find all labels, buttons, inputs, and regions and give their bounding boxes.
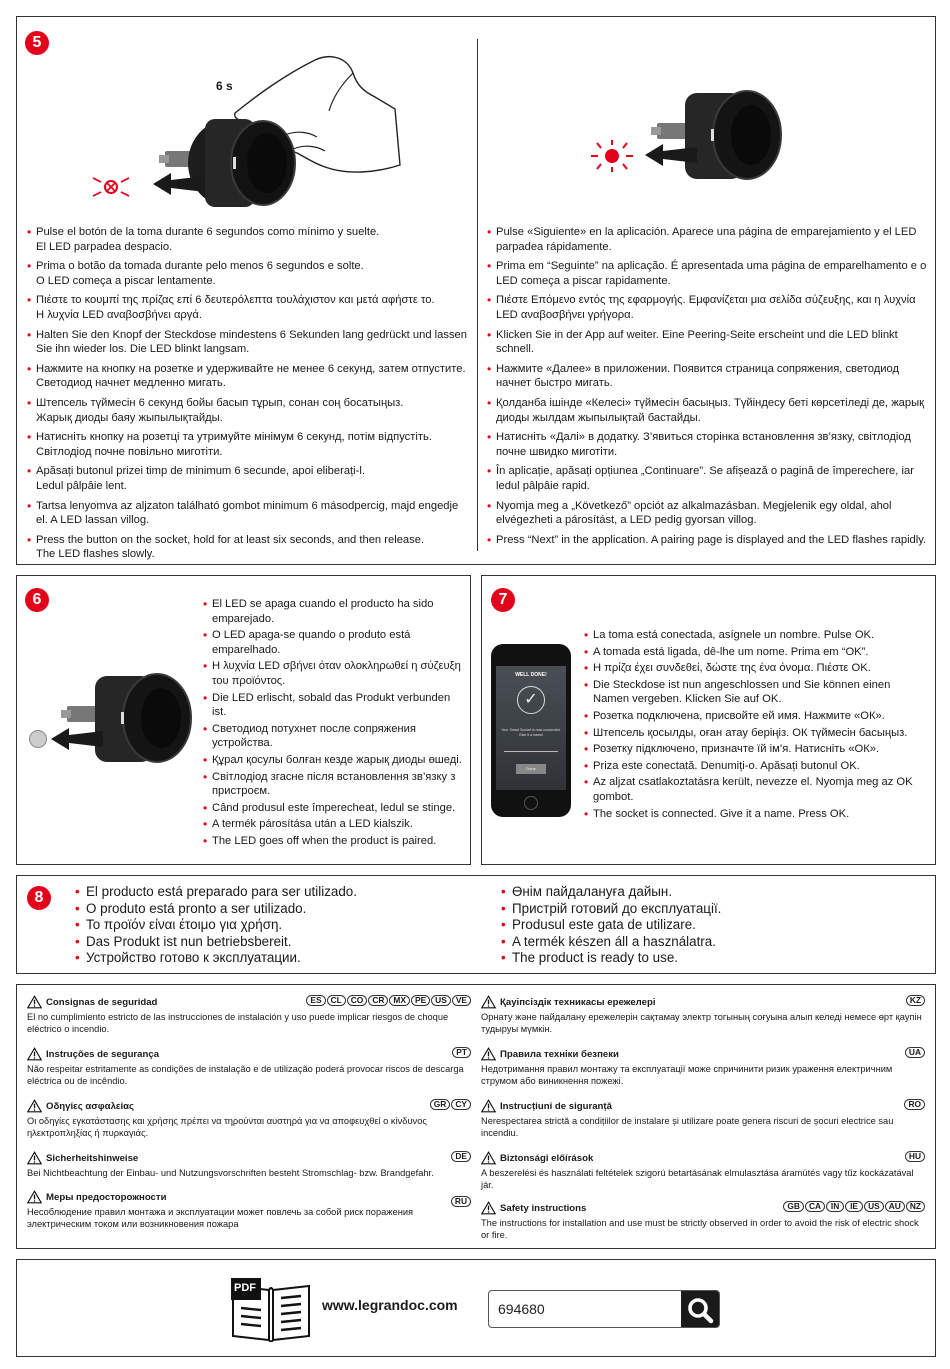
country-code: CO (347, 995, 368, 1006)
country-codes (906, 995, 925, 1006)
list-item: • Το προϊόν είναι έτοιμο για χρήση. (75, 917, 475, 934)
step5-number: 5 (25, 31, 49, 55)
document-search (488, 1290, 720, 1328)
socket-press-illustration (85, 45, 415, 215)
list-item: • Светодиод потухнет после сопряжения устройства. (203, 722, 465, 751)
list-item: • The product is ready to use. (501, 950, 901, 967)
list-item: • Apăsați butonul prizei timp de minimum 6 secunde, apoi eliberați-l. Ledul pâlpâie lent. (27, 464, 469, 493)
country-codes (905, 1047, 925, 1058)
list-item: • Құрал қосулы болған кезде жарық диоды өшеді. (203, 753, 465, 768)
safety-section-gb (481, 1201, 925, 1241)
section-title: Biztonsági előírások (500, 1152, 594, 1164)
list-item: • Нажмите на кнопку на розетке и удерживайте не менее 6 секунд, затем отпустите. Светодиод начнет медленно мигать. (27, 362, 469, 391)
section-body: Орнату және пайдалану ережелерін сақтамау электр тогының соғуына алып келеді немесе өрт қаупін тудыруы мүмкін. (481, 1012, 922, 1035)
country-codes (451, 1196, 471, 1207)
safety-section-kz (481, 995, 925, 1035)
country-code: CA (805, 1201, 825, 1212)
section-body: Bei Nichtbeachtung der Einbau- und Nutzungsvorschriften besteht Stromschlag- bzw. Brandgefahr. (27, 1168, 434, 1178)
socket-illustration-right (647, 85, 787, 185)
list-item: • Prima em “Seguinte” na aplicação. É apresentada uma página de emparelhamento e o LED começa a piscar rapidamente. (487, 259, 927, 288)
list-item: • Produsul este gata de utilizare. (501, 917, 901, 934)
step6-list (203, 597, 465, 851)
list-item: • Штепсель түймесін 6 секунд бойы басып тұрып, сонан соң босатыңыз. Жарық диоды баяу жыпылықтайды. (27, 396, 469, 425)
section-title: Instruções de segurança (46, 1048, 160, 1060)
arrow-left-icon (153, 173, 205, 195)
warning-icon (27, 1151, 42, 1165)
section-body: The instructions for installation and use must be strictly observed in order to avoid the risk of electric shock or fire. (481, 1218, 919, 1241)
section-title: Οδηγίες ασφαλείας (46, 1100, 135, 1112)
warning-icon (481, 1047, 496, 1061)
arrow-left-icon (645, 144, 697, 166)
step6-panel (16, 575, 471, 865)
country-code: DE (451, 1151, 471, 1162)
list-item: • A termék párosítása után a LED kialszik. (203, 817, 465, 832)
country-codes (452, 1047, 471, 1058)
section-body: Οι οδηγίες εγκατάστασης και χρήσης πρέπει να τηρούνται αυστηρά για να αποφευχθεί ο κίνδυνος ηλεκτροπληξίας ή πυρκαγιάς. (27, 1116, 427, 1139)
country-code: MX (389, 995, 410, 1006)
section-title: Instrucțiuni de siguranță (500, 1100, 612, 1112)
list-item: • Қолданба ішінде «Келесі» түймесін басыңыз. Түйіндесу беті көрсетіледі де, жарық диоды жылдам жыпылықтай бастайды. (487, 396, 927, 425)
safety-section-ua (481, 1047, 925, 1087)
section-body: Несоблюдение правил монтажа и эксплуатации может повлечь за собой риск поражения электрическим током или возникновения пожара (27, 1207, 414, 1230)
phone-mockup (491, 644, 571, 817)
safety-section-es (27, 995, 471, 1035)
list-item: • A termék készen áll a használatra. (501, 934, 901, 951)
led-off-icon (29, 730, 47, 748)
country-code: CR (368, 995, 388, 1006)
warning-icon (27, 1047, 42, 1061)
list-item: • Розетка подключена, присвойте ей имя. Нажмите «ОК». (584, 709, 914, 724)
warning-icon (27, 995, 42, 1009)
list-item: • Tartsa lenyomva az aljzaton található gombot minimum 6 másodpercig, majd engedje el. A LED lassan villog. (27, 499, 469, 528)
country-codes (306, 995, 471, 1006)
country-code: CL (327, 995, 346, 1006)
list-item: • Η λυχνία LED σβήνει όταν ολοκληρωθεί η σύζευξη του προϊόντος. (203, 659, 465, 688)
search-button[interactable] (681, 1291, 719, 1328)
phone-message: Your Smart Socket is now connected. Give it a name! (501, 728, 561, 737)
list-item: • The LED goes off when the product is paired. (203, 834, 465, 849)
country-codes (451, 1151, 471, 1162)
list-item: • Пристрій готовий до експлуатації. (501, 901, 901, 918)
list-item: • O LED apaga-se quando o produto está emparelhado. (203, 628, 465, 657)
list-item: • Die Steckdose ist nun angeschlossen und Sie können einen Namen vergeben. Klicken Sie auf OK. (584, 678, 914, 707)
led-fast-blink-icon (589, 139, 635, 173)
step8-number: 8 (27, 886, 51, 910)
section-title: Sicherheitshinweise (46, 1152, 139, 1164)
list-item: • Priza este conectată. Denumiți-o. Apăsați butonul OK. (584, 759, 914, 774)
phone-name-input[interactable] (504, 744, 558, 752)
safety-section-de (27, 1151, 471, 1179)
list-item: • Când produsul este împerecheat, ledul se stinge. (203, 801, 465, 816)
country-code: PE (411, 995, 430, 1006)
phone-done-button[interactable]: Done (516, 764, 546, 774)
list-item: • El LED se apaga cuando el producto ha sido emparejado. (203, 597, 465, 626)
country-code: ES (306, 995, 325, 1006)
step7-number: 7 (491, 588, 515, 612)
list-item: • Натисніть «Далі» в додатку. З’явиться сторінка встановлення зв’язку, світлодіод почне швидко миготіти. (487, 430, 927, 459)
country-code: KZ (906, 995, 925, 1006)
list-item: • Өнім пайдалануға дайын. (501, 884, 901, 901)
phone-screen (496, 666, 566, 790)
section-body: A beszerelési és használati feltételek szigorú betartásának elmulasztása áramütés vagy tűz kockázatával jár. (481, 1168, 914, 1191)
country-code: PT (452, 1047, 471, 1058)
step8-panel (16, 875, 936, 974)
step5-right-list (487, 225, 927, 552)
step7-panel (481, 575, 936, 865)
phone-home-button (524, 796, 538, 810)
country-code: NZ (906, 1201, 925, 1212)
section-title: Правила техніки безпеки (500, 1048, 619, 1060)
led-slow-blink-icon (89, 172, 133, 202)
step6-number: 6 (25, 588, 49, 612)
step5-divider (477, 39, 478, 551)
list-item: • Натисніть кнопку на розетці та утримуйте мінімум 6 секунд, потім відпустіть. Світлодіод почне повільно миготіти. (27, 430, 469, 459)
section-title: Consignas de seguridad (46, 996, 158, 1008)
safety-section-pt (27, 1047, 471, 1087)
list-item: • Die LED erlischt, sobald das Produkt verbunden ist. (203, 691, 465, 720)
country-code: RO (904, 1099, 925, 1110)
list-item: • Pulse «Siguiente» en la aplicación. Aparece una página de emparejamiento y el LED parpadea rápidamente. (487, 225, 927, 254)
list-item: • Устройство готово к эксплуатации. (75, 950, 475, 967)
list-item: • Klicken Sie in der App auf weiter. Eine Peering-Seite erscheint und die LED blinkt schnell. (487, 328, 927, 357)
section-title: Қауіпсіздік техникасы ережелері (500, 996, 656, 1008)
list-item: • Штепсель қосылды, оған атау беріңіз. ОК түймесін басыңыз. (584, 726, 914, 741)
warning-icon (481, 1151, 496, 1165)
step8-left-list (75, 884, 475, 967)
warning-icon (481, 995, 496, 1009)
country-codes (783, 1201, 925, 1212)
list-item: • Az aljzat csatlakoztatásra került, nevezze el. Nyomja meg az OK gombot. (584, 775, 914, 804)
safety-section-ro (481, 1099, 925, 1139)
list-item: • El producto está preparado para ser utilizado. (75, 884, 475, 901)
list-item: • Πιέστε το κουμπί της πρίζας επί 6 δευτερόλεπτα τουλάχιστον και μετά αφήστε το. Η λυχνία LED αναβοσβήνει αργά. (27, 293, 469, 322)
list-item: • Das Produkt ist nun betriebsbereit. (75, 934, 475, 951)
safety-section-ru (27, 1190, 471, 1230)
safety-section-hu (481, 1151, 925, 1191)
list-item: • Нажмите «Далее» в приложении. Появится страница сопряжения, светодиод начнет быстро мигать. (487, 362, 927, 391)
country-code: GR (430, 1099, 451, 1110)
list-item: • Η πρίζα έχει συνδεθεί, δώστε της ένα όνομα. Πιέστε OK. (584, 661, 914, 676)
hold-time-label: 6 s (216, 79, 233, 93)
warning-icon (27, 1190, 42, 1204)
step5-panel (16, 16, 936, 565)
country-code: CY (451, 1099, 471, 1110)
list-item: • O produto está pronto a ser utilizado. (75, 901, 475, 918)
section-body: Nerespectarea strictă a condițiilor de instalare și utilizare poate genera riscuri de șocuri electrice sau incendiu. (481, 1116, 894, 1139)
section-body: El no cumplimiento estricto de las instrucciones de instalación y uso puede implicar riesgos de choque eléctrico o incendio. (27, 1012, 449, 1035)
list-item: • Розетку підключено, призначте їй ім’я. Натисніть «ОК». (584, 742, 914, 757)
list-item: • Press the button on the socket, hold for at least six seconds, and then release. The LED flashes slowly. (27, 533, 469, 562)
step8-right-list (501, 884, 901, 967)
country-code: US (431, 995, 451, 1006)
list-item: • Prima o botão da tomada durante pelo menos 6 segundos e solte. O LED começa a piscar lentamente. (27, 259, 469, 288)
list-item: • La toma está conectada, asígnele un nombre. Pulse OK. (584, 628, 914, 643)
list-item: • The socket is connected. Give it a name. Press OK. (584, 807, 914, 822)
search-icon (681, 1291, 719, 1328)
list-item: • A tomada está ligada, dê-lhe um nome. Prima em “OK”. (584, 645, 914, 660)
country-code: GB (783, 1201, 804, 1212)
section-body: Não respeitar estritamente as condições de instalação e de utilização poderá provocar riscos de descarga eléctrica ou de incêndio. (27, 1064, 464, 1087)
safety-section-gr (27, 1099, 471, 1139)
country-code: AU (885, 1201, 905, 1212)
country-codes (430, 1099, 471, 1110)
warning-icon (27, 1099, 42, 1113)
footer-panel (16, 1259, 936, 1357)
phone-title: WELL DONE! (515, 672, 547, 678)
country-code: HU (905, 1151, 925, 1162)
country-codes (904, 1099, 925, 1110)
check-icon: ✓ (517, 686, 545, 714)
pdf-label: PDF (234, 1282, 256, 1294)
list-item: • Світлодіод згасне після встановлення зв’язку з пристроєм. (203, 770, 465, 799)
website-link[interactable]: www.legrandoc.com (322, 1297, 458, 1313)
list-item: • Pulse el botón de la toma durante 6 segundos como mínimo y suelte. El LED parpadea despacio. (27, 225, 469, 254)
search-input[interactable]: 694680 (498, 1301, 545, 1317)
country-code: VE (452, 995, 471, 1006)
step5-left-list (27, 225, 469, 567)
list-item: • În aplicație, apăsați opțiunea „Continuare”. Se afișează o pagină de împerechere, iar ledul pâlpâie rapid. (487, 464, 927, 493)
list-item: • Press “Next” in the application. A pairing page is displayed and the LED flashes rapidly. (487, 533, 927, 548)
safety-panel (16, 984, 936, 1249)
step7-list (584, 628, 914, 823)
country-code: US (864, 1201, 884, 1212)
socket-illustration (57, 668, 197, 768)
list-item: • Nyomja meg a „Következő” opciót az alkalmazásban. Megjelenik egy oldal, ahol elvégezheti a párosítást, a LED pedig gyorsan villog. (487, 499, 927, 528)
country-code: RU (451, 1196, 471, 1207)
country-codes (905, 1151, 925, 1162)
list-item: • Πιέστε Επόμενο εντός της εφαρμογής. Εμφανίζεται μια σελίδα σύζευξης, και η λυχνία LED αναβοσβήνει γρήγορα. (487, 293, 927, 322)
list-item: • Halten Sie den Knopf der Steckdose mindestens 6 Sekunden lang gedrückt und lassen Sie ihn wieder los. Die LED blinkt langsam. (27, 328, 469, 357)
section-title: Меры предосторожности (46, 1191, 167, 1203)
arrow-left-icon (51, 728, 103, 750)
country-code: UA (905, 1047, 925, 1058)
section-body: Недотримання правил монтажу та експлуатації може спричинити ризик ураження електричним струмом або виникнення пожежі. (481, 1064, 893, 1087)
country-code: IE (845, 1201, 863, 1212)
country-code: IN (826, 1201, 844, 1212)
warning-icon (481, 1201, 496, 1215)
section-title: Safety instructions (500, 1202, 587, 1214)
warning-icon (481, 1099, 496, 1113)
